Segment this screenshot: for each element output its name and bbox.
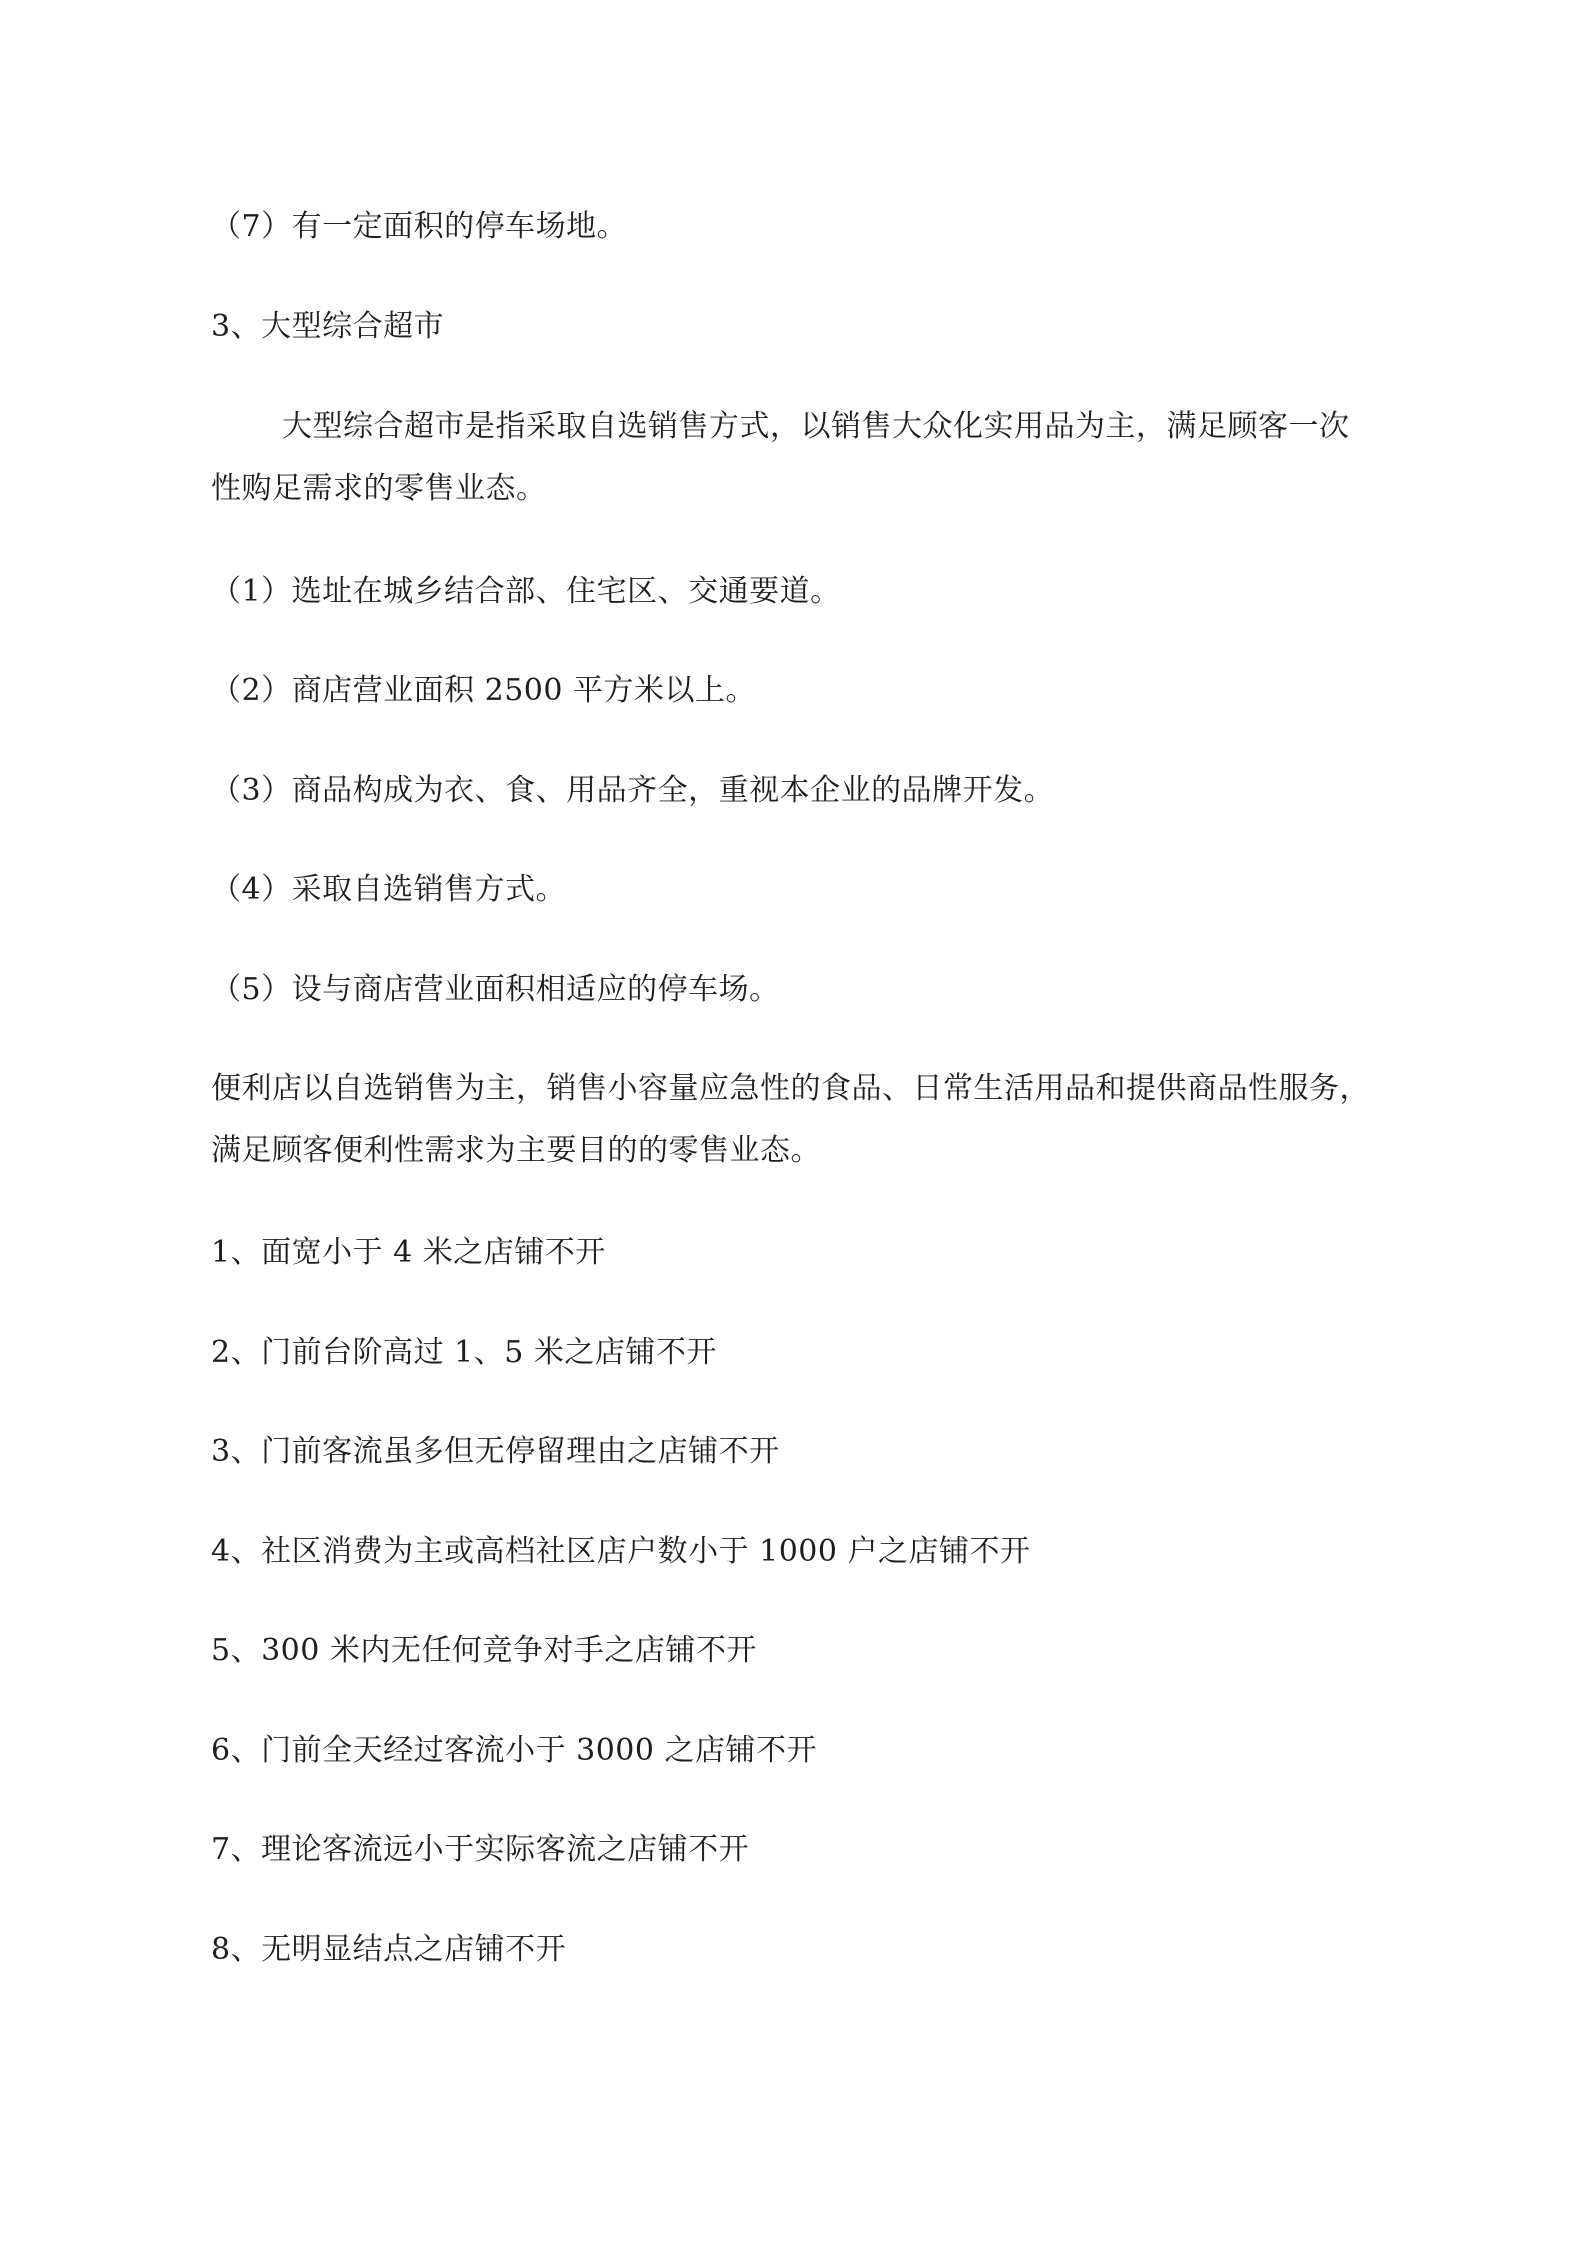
list-item: （5）设与商店营业面积相适应的停车场。 — [211, 972, 780, 1007]
paragraph-line: 满足顾客便利性需求为主要目的的零售业态。 — [211, 1133, 821, 1168]
rule-item: 7、理论客流远小于实际客流之店铺不开 — [211, 1832, 750, 1867]
rule-item: 2、门前台阶高过 1、5 米之店铺不开 — [211, 1335, 717, 1370]
list-item: （4）采取自选销售方式。 — [211, 872, 567, 907]
paragraph-line: 便利店以自选销售为主，销售小容量应急性的食品、日常生活用品和提供商品性服务， — [211, 1071, 1370, 1106]
convenience-store-definition-paragraph — [211, 1071, 1370, 1106]
hypermarket-definition-paragraph — [282, 409, 1350, 444]
rule-item: 1、面宽小于 4 米之店铺不开 — [211, 1235, 606, 1270]
section-heading-hypermarket: 3、大型综合超市 — [211, 309, 445, 344]
paragraph-line: 大型综合超市是指采取自选销售方式，以销售大众化实用品为主，满足顾客一次 — [282, 409, 1350, 444]
rule-item: 6、门前全天经过客流小于 3000 之店铺不开 — [211, 1733, 818, 1768]
list-item: （2）商店营业面积 2500 平方米以上。 — [211, 673, 757, 708]
rule-item: 3、门前客流虽多但无停留理由之店铺不开 — [211, 1434, 780, 1469]
rule-item: 4、社区消费为主或高档社区店户数小于 1000 户之店铺不开 — [211, 1534, 1031, 1569]
convenience-store-definition-continuation — [211, 1133, 821, 1168]
list-item-parking: （7）有一定面积的停车场地。 — [211, 209, 628, 244]
hypermarket-definition-continuation — [211, 471, 547, 506]
rule-item: 5、300 米内无任何竞争对手之店铺不开 — [211, 1633, 757, 1668]
list-item: （3）商品构成为衣、食、用品齐全，重视本企业的品牌开发。 — [211, 773, 1055, 808]
rule-item: 8、无明显结点之店铺不开 — [211, 1932, 567, 1967]
list-item: （1）选址在城乡结合部、住宅区、交通要道。 — [211, 574, 841, 609]
paragraph-line: 性购足需求的零售业态。 — [211, 471, 547, 506]
